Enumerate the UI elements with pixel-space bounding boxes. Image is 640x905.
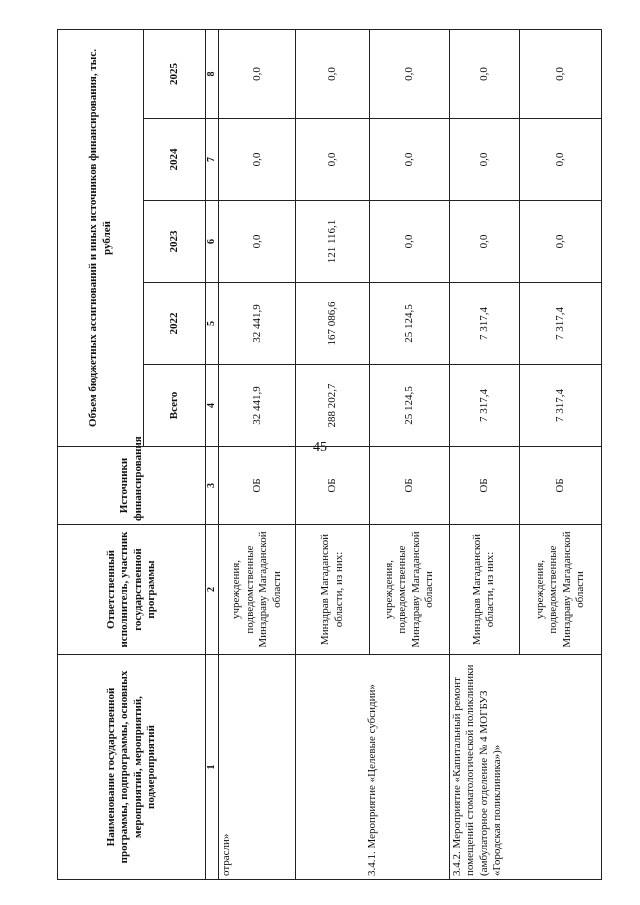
row-name: отрасли» [219, 655, 296, 880]
column-number: 5 [206, 283, 219, 365]
table-row [219, 29, 296, 879]
row-source: ОБ [520, 447, 602, 525]
column-number-row [206, 29, 219, 879]
row-executor: учреждения, подведомственные Минздраву Магаданской области [219, 525, 296, 655]
row-2024: 0,0 [296, 119, 370, 201]
row-2025: 0,0 [449, 29, 519, 118]
header-name: Наименование государственной программы, подпрограммы, основных мероприятий, мероприятий, подмероприятий [58, 655, 206, 880]
row-2022: 167 086,6 [296, 283, 370, 365]
row-2023: 121 116,1 [296, 201, 370, 283]
row-source: ОБ [449, 447, 519, 525]
row-2024: 0,0 [370, 119, 450, 201]
row-2023: 0,0 [370, 201, 450, 283]
row-2023: 0,0 [219, 201, 296, 283]
header-source: Источники финансирования [58, 447, 206, 525]
row-total: 32 441,9 [219, 365, 296, 447]
row-2024: 0,0 [449, 119, 519, 201]
column-number: 6 [206, 201, 219, 283]
row-2025: 0,0 [520, 29, 602, 118]
header-year-2022: 2022 [144, 283, 206, 365]
row-2022: 25 124,5 [370, 283, 450, 365]
row-source: ОБ [370, 447, 450, 525]
row-2025: 0,0 [296, 29, 370, 118]
row-2025: 0,0 [219, 29, 296, 118]
financing-table [57, 29, 602, 880]
row-total: 25 124,5 [370, 365, 450, 447]
header-year-2023: 2023 [144, 201, 206, 283]
row-2023: 0,0 [520, 201, 602, 283]
column-number: 1 [206, 655, 219, 880]
column-number: 8 [206, 29, 219, 118]
column-number: 4 [206, 365, 219, 447]
row-total: 7 317,4 [449, 365, 519, 447]
row-2025: 0,0 [370, 29, 450, 118]
row-total: 7 317,4 [520, 365, 602, 447]
row-2024: 0,0 [219, 119, 296, 201]
page-number: 45 [313, 440, 327, 455]
column-number: 3 [206, 447, 219, 525]
row-2022: 32 441,9 [219, 283, 296, 365]
row-2023: 0,0 [449, 201, 519, 283]
header-year-2025: 2025 [144, 29, 206, 118]
header-total: Всего [144, 365, 206, 447]
rotated-table-container [57, 30, 602, 880]
row-source: ОБ [296, 447, 370, 525]
row-2022: 7 317,4 [520, 283, 602, 365]
column-number: 2 [206, 525, 219, 655]
row-executor: Минздрав Магаданской области, из них: [296, 525, 370, 655]
header-executor: Ответственный исполнитель, участник государственной программы [58, 525, 206, 655]
table-row [449, 29, 519, 879]
header-year-2024: 2024 [144, 119, 206, 201]
row-name: 3.4.1. Мероприятие «Целевые субсидии» [296, 655, 449, 880]
row-total: 288 202,7 [296, 365, 370, 447]
column-number: 7 [206, 119, 219, 201]
table-row [296, 29, 370, 879]
row-2024: 0,0 [520, 119, 602, 201]
row-executor: учреждения, подведомственные Минздраву Магаданской области [520, 525, 602, 655]
header-volume: Объем бюджетных ассигнований и иных источников финансирования, тыс. рублей [58, 29, 144, 446]
row-name: 3.4.2. Мероприятие «Капитальный ремонт помещений стоматологической поликлиники (амбулаторное отделение № 4 МОГБУЗ «Городская поликлиника»)» [449, 655, 601, 880]
row-executor: учреждения, подведомственные Минздраву Магаданской области [370, 525, 450, 655]
row-executor: Минздрав Магаданской области, из них: [449, 525, 519, 655]
row-2022: 7 317,4 [449, 283, 519, 365]
row-source: ОБ [219, 447, 296, 525]
